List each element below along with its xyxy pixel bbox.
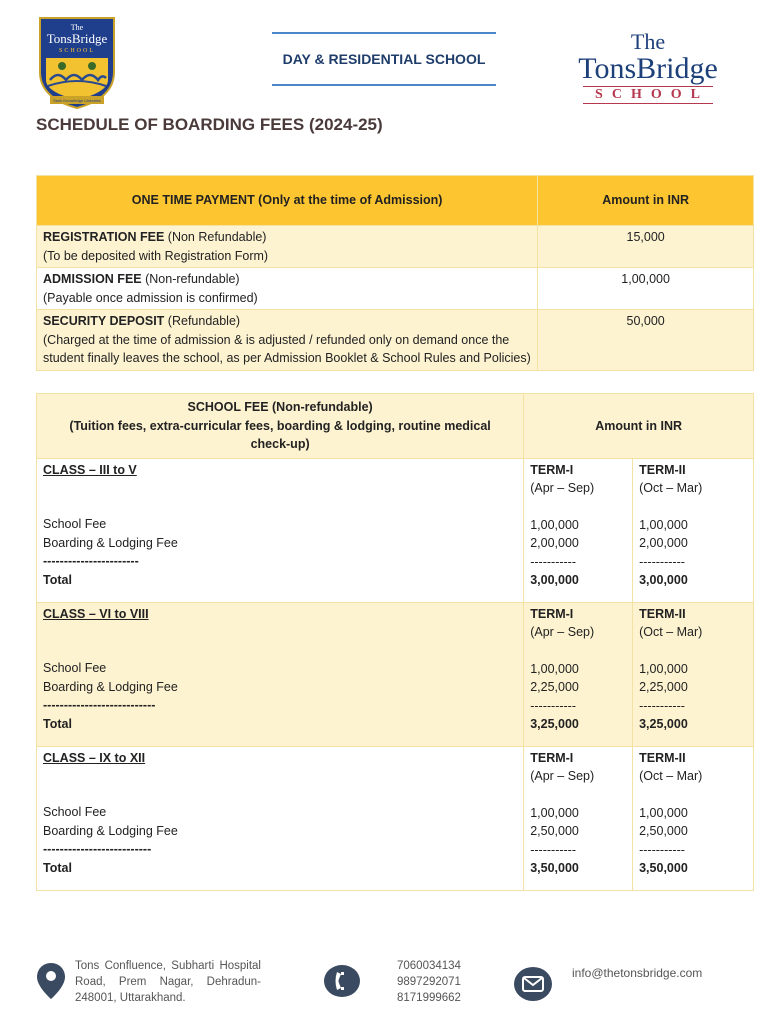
term-period: (Apr – Sep) — [530, 481, 595, 495]
boarding-fee-label: Boarding & Lodging Fee — [43, 535, 178, 550]
one-time-header-row — [37, 176, 754, 226]
class-row-iii-v — [37, 458, 754, 602]
class-name: CLASS – IX to XII — [43, 750, 146, 765]
term-name: TERM-II — [639, 606, 686, 621]
fee-amount: 50,000 — [538, 310, 754, 371]
term-school-fee: 1,00,000 — [639, 805, 688, 820]
term-total: 3,25,000 — [639, 717, 688, 731]
class-row-ix-xii — [37, 746, 754, 890]
email-icon — [514, 967, 552, 1001]
term-total: 3,25,000 — [530, 717, 579, 731]
term-name: TERM-I — [530, 750, 574, 765]
fee-row-admission — [37, 268, 754, 310]
fee-qualifier: (Non-refundable) — [141, 272, 240, 286]
class-row-vi-viii — [37, 602, 754, 746]
fee-note: (Payable once admission is confirmed) — [43, 290, 258, 305]
phone-icon — [324, 965, 360, 997]
term-name: TERM-I — [530, 462, 574, 477]
term-name: TERM-II — [639, 462, 686, 477]
total-label: Total — [43, 716, 72, 731]
term-total: 3,00,000 — [639, 573, 688, 587]
total-label: Total — [43, 860, 72, 875]
school-fee-amount-heading: Amount in INR — [524, 394, 754, 459]
school-fee-label: School Fee — [43, 517, 107, 531]
dash-separator: ----------------------- — [43, 554, 139, 568]
term-boarding-fee: 2,25,000 — [530, 680, 579, 694]
term-school-fee: 1,00,000 — [530, 805, 579, 820]
term-name: TERM-I — [530, 606, 574, 621]
brand-school: SCHOOL — [583, 86, 713, 104]
fee-amount: 1,00,000 — [538, 268, 754, 310]
term-dash: ----------- — [530, 554, 577, 569]
crest-the: The — [70, 23, 84, 32]
fee-note: (Charged at the time of admission & is adjusted / refunded only on demand once the student finally leaves the school, as per Admission Booklet & School Rules and Policies) — [43, 332, 531, 365]
brand-the: The — [630, 29, 666, 54]
phone-number: 7060034134 — [397, 960, 461, 972]
class-name: CLASS – III to V — [43, 462, 137, 477]
dash-separator: --------------------------- — [43, 698, 156, 712]
footer-phones — [397, 958, 461, 1006]
one-time-payment-table — [36, 175, 754, 371]
tagline: DAY & RESIDENTIAL SCHOOL — [272, 32, 496, 86]
term-dash: ----------- — [639, 554, 685, 569]
school-fee-header-row — [37, 394, 754, 459]
footer-address: Tons Confluence, Subharti Hospital Road, Prem Nagar, Dehradun-248001, Uttarakhand. — [75, 960, 261, 1004]
term-school-fee: 1,00,000 — [639, 517, 688, 532]
fee-row-registration — [37, 226, 754, 268]
term-dash: ----------- — [530, 842, 577, 857]
term-dash: ----------- — [639, 842, 685, 857]
term-period: (Apr – Sep) — [530, 625, 595, 639]
fee-amount: 15,000 — [538, 226, 754, 268]
crest-name: TonsBridge — [46, 31, 108, 46]
dash-separator: -------------------------- — [43, 842, 152, 856]
term-dash: ----------- — [530, 698, 577, 713]
term-total: 3,50,000 — [530, 861, 579, 875]
class-name: CLASS – VI to VIII — [43, 606, 149, 621]
crest-motto: Seek Knowledge Liberates — [53, 98, 101, 103]
phone-number: 8171999662 — [397, 992, 461, 1004]
phone-number: 9897292071 — [397, 976, 461, 988]
term-boarding-fee: 2,50,000 — [530, 824, 579, 838]
term-period: (Oct – Mar) — [639, 625, 703, 639]
one-time-amount-heading: Amount in INR — [538, 176, 754, 226]
term-school-fee: 1,00,000 — [530, 517, 579, 532]
brand-name: TonsBridge — [578, 52, 718, 85]
fee-label: ADMISSION FEE — [43, 272, 142, 286]
term-period: (Apr – Sep) — [530, 769, 595, 783]
school-fee-heading: SCHOOL FEE (Non-refundable) — [187, 400, 373, 414]
term-total: 3,00,000 — [530, 573, 579, 587]
footer-email[interactable]: info@thetonsbridge.com — [572, 966, 703, 980]
school-crest-logo — [36, 14, 118, 110]
boarding-fee-label: Boarding & Lodging Fee — [43, 679, 178, 694]
brand-logo — [566, 30, 730, 104]
term-boarding-fee: 2,00,000 — [639, 536, 688, 550]
term-name: TERM-II — [639, 750, 686, 765]
term-boarding-fee: 2,25,000 — [639, 680, 688, 694]
fee-row-security — [37, 310, 754, 371]
boarding-fee-label: Boarding & Lodging Fee — [43, 823, 178, 838]
fee-label: REGISTRATION FEE — [43, 230, 165, 244]
location-pin-icon — [36, 962, 66, 1005]
crest-school: SCHOOL — [58, 48, 96, 54]
term-total: 3,50,000 — [639, 861, 688, 875]
school-fee-subheading: (Tuition fees, extra-curricular fees, boarding & lodging, routine medical check-up) — [69, 418, 491, 451]
term-dash: ----------- — [639, 698, 685, 713]
school-fee-table — [36, 393, 754, 891]
term-period: (Oct – Mar) — [639, 481, 703, 495]
fee-note: (To be deposited with Registration Form) — [43, 248, 269, 263]
fee-qualifier: (Refundable) — [164, 314, 241, 328]
school-fee-label: School Fee — [43, 805, 107, 819]
fee-qualifier: (Non Refundable) — [164, 230, 267, 244]
term-boarding-fee: 2,00,000 — [530, 536, 579, 550]
total-label: Total — [43, 572, 72, 587]
one-time-heading: ONE TIME PAYMENT (Only at the time of Admission) — [37, 176, 538, 226]
term-school-fee: 1,00,000 — [639, 661, 688, 676]
term-boarding-fee: 2,50,000 — [639, 824, 688, 838]
term-period: (Oct – Mar) — [639, 769, 703, 783]
page-title: SCHEDULE OF BOARDING FEES (2024-25) — [36, 115, 383, 134]
term-school-fee: 1,00,000 — [530, 661, 579, 676]
school-fee-label: School Fee — [43, 661, 107, 675]
fee-label: SECURITY DEPOSIT — [43, 314, 165, 328]
